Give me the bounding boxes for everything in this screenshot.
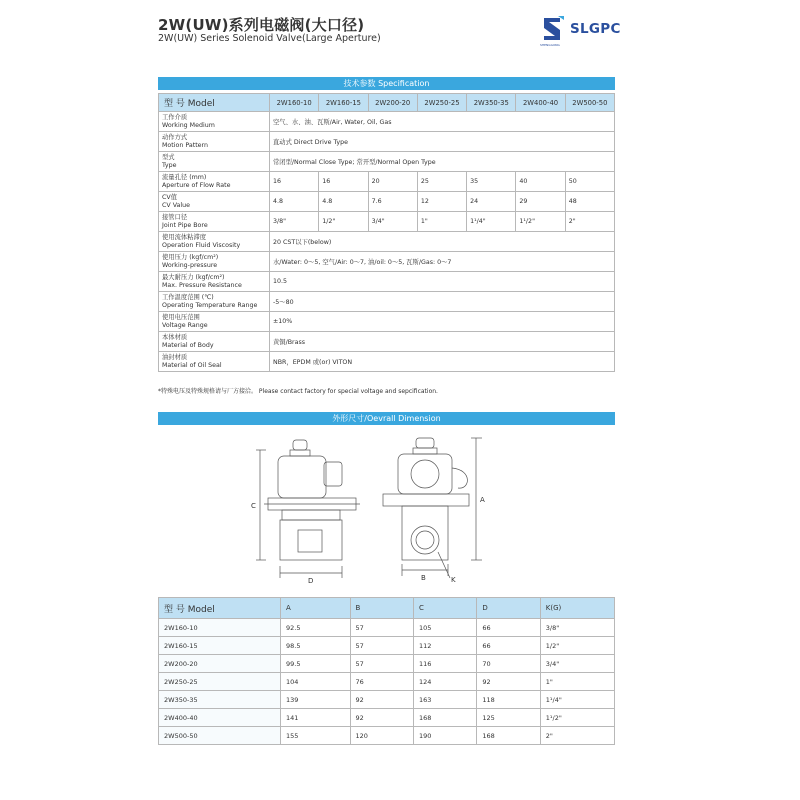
spec-merged-cell: 直动式 Direct Drive Type [270, 132, 615, 152]
dimension-cell: 92 [477, 673, 540, 691]
dimension-cell: 1" [540, 673, 614, 691]
spec-label-cn: 流量孔径 (mm) [162, 174, 207, 182]
model-col-header: 2W400-40 [516, 94, 565, 112]
dimension-row [159, 709, 615, 727]
spec-label-cn: 工作介质 [162, 114, 188, 122]
spec-cell: 1¹/4" [467, 212, 516, 232]
dimension-cell: 155 [281, 727, 351, 745]
dimension-cell: 141 [281, 709, 351, 727]
dim-col-header: A [281, 598, 351, 619]
spec-merged-cell: 20 CST以下(below) [270, 232, 615, 252]
dimension-cell: 57 [350, 655, 413, 673]
spec-merged-cell: 10.5 [270, 272, 615, 292]
spec-row [159, 312, 615, 332]
spec-cell: 1/2" [319, 212, 368, 232]
spec-cell: 1" [417, 212, 466, 232]
dimension-banner: 外形尺寸/Oevrall Dimension [158, 412, 615, 425]
spec-cell: 3/4" [368, 212, 417, 232]
spec-row-label [159, 312, 270, 332]
dimension-cell: 1¹/4" [540, 691, 614, 709]
dimension-header-row [159, 598, 615, 619]
spec-row-label [159, 212, 270, 232]
dimension-cell: 57 [350, 637, 413, 655]
spec-label-en: Joint Pipe Bore [162, 221, 208, 229]
spec-label-en: Working Medium [162, 121, 215, 129]
dimension-label-a: A [480, 496, 485, 504]
spec-row-label [159, 292, 270, 312]
dimension-label-k: K [451, 576, 456, 584]
spec-row-label [159, 272, 270, 292]
spec-row-label [159, 232, 270, 252]
dimension-cell: 190 [413, 727, 476, 745]
spec-merged-cell: ±10% [270, 312, 615, 332]
spec-cell: 12 [417, 192, 466, 212]
spec-cell: 29 [516, 192, 565, 212]
dimension-model-cell: 2W200-20 [159, 655, 281, 673]
dimension-model-cell: 2W160-15 [159, 637, 281, 655]
spec-row-label [159, 332, 270, 352]
spec-label-en: Working-pressure [162, 261, 218, 269]
dimension-cell: 92.5 [281, 619, 351, 637]
spec-cell: 7.6 [368, 192, 417, 212]
logo-text: SLGPC [570, 21, 621, 37]
dimension-cell: 98.5 [281, 637, 351, 655]
page-title-en: 2W(UW) Series Solenoid Valve(Large Aperture) [158, 33, 381, 44]
brand-logo [540, 14, 620, 46]
dimension-cell: 1/2" [540, 637, 614, 655]
spec-cell: 16 [319, 172, 368, 192]
spec-cell: 24 [467, 192, 516, 212]
dim-col-header: C [413, 598, 476, 619]
dimension-cell: 124 [413, 673, 476, 691]
spec-row [159, 232, 615, 252]
spec-row-label [159, 132, 270, 152]
dimension-cell: 139 [281, 691, 351, 709]
dimension-cell: 66 [477, 619, 540, 637]
spec-label-cn: 使用流体粘滞度 [162, 234, 207, 242]
dimension-cell: 105 [413, 619, 476, 637]
spec-merged-cell: 黄铜/Brass [270, 332, 615, 352]
dimension-model-cell: 2W160-10 [159, 619, 281, 637]
spec-merged-cell: -5～80 [270, 292, 615, 312]
spec-model-header: 型 号 Model [159, 94, 270, 112]
dimension-model-cell: 2W400-40 [159, 709, 281, 727]
spec-merged-cell: 空气、水、油、瓦斯/Air, Water, Oil, Gas [270, 112, 615, 132]
spec-cell: 35 [467, 172, 516, 192]
spec-row-label [159, 152, 270, 172]
dimension-cell: 120 [350, 727, 413, 745]
spec-row [159, 112, 615, 132]
spec-row [159, 252, 615, 272]
spec-label-cn: 工作温度范围 (℃) [162, 294, 214, 302]
dimension-cell: 118 [477, 691, 540, 709]
model-col-header: 2W250-25 [417, 94, 466, 112]
spec-label-en: Operation Fluid Viscosity [162, 241, 241, 249]
dimension-cell: 168 [477, 727, 540, 745]
dimension-table [158, 597, 615, 745]
dimension-row [159, 673, 615, 691]
spec-label-cn: CV值 [162, 194, 178, 202]
dimension-cell: 104 [281, 673, 351, 691]
dimension-cell: 112 [413, 637, 476, 655]
coil-cap-shape [293, 440, 307, 450]
dimension-row [159, 637, 615, 655]
dimension-cell: 3/8" [540, 619, 614, 637]
spec-label-cn: 使用电压范围 [162, 314, 200, 322]
spec-label-en: Material of Body [162, 341, 214, 349]
dimension-model-cell: 2W350-35 [159, 691, 281, 709]
spec-cell: 4.8 [319, 192, 368, 212]
model-col-header: 2W350-35 [467, 94, 516, 112]
dimension-label-c: C [251, 502, 256, 510]
spec-label-cn: 使用压力 (kgf/cm²) [162, 254, 219, 262]
spec-label-en: Material of Oil Seal [162, 361, 222, 369]
dimension-cell: 163 [413, 691, 476, 709]
spec-cell: 1¹/2" [516, 212, 565, 232]
dimension-cell: 116 [413, 655, 476, 673]
dimension-cell: 99.5 [281, 655, 351, 673]
spec-footnote: *特殊电压及特殊规格请与厂方接洽。 Please contact factory for special voltage and sepcification. [158, 388, 438, 395]
dimension-cell: 57 [350, 619, 413, 637]
model-col-header: 2W500-50 [565, 94, 614, 112]
spec-row-label [159, 172, 270, 192]
dimension-cell: 3/4" [540, 655, 614, 673]
logo-subtext: SHENGGONG [540, 43, 560, 47]
dimension-model-cell: 2W500-50 [159, 727, 281, 745]
spec-cell: 20 [368, 172, 417, 192]
page-title-cn: 2W(UW)系列电磁阀(大口径) [158, 16, 365, 34]
spec-label-en: Voltage Range [162, 321, 208, 329]
model-col-header: 2W200-20 [368, 94, 417, 112]
dim-col-header: K(G) [540, 598, 614, 619]
spec-cell: 48 [565, 192, 614, 212]
dimension-cell: 66 [477, 637, 540, 655]
dimension-cell: 2" [540, 727, 614, 745]
dimension-row [159, 691, 615, 709]
spec-row [159, 132, 615, 152]
spec-header-row [159, 94, 615, 112]
spec-label-en: Operating Temperature Range [162, 301, 258, 309]
spec-cell: 3/8" [270, 212, 319, 232]
spec-label-en: CV Value [162, 201, 190, 209]
spec-banner: 技术参数 Specification [158, 77, 615, 90]
spec-row-label [159, 192, 270, 212]
slgpc-logo-icon [540, 14, 566, 44]
spec-merged-cell: 常闭型/Normal Close Type; 常开型/Normal Open Type [270, 152, 615, 172]
spec-label-cn: 本体材质 [162, 334, 188, 342]
dimension-label-b: B [421, 574, 426, 582]
spec-merged-cell: 水/Water: 0～5, 空气/Air: 0～7, 油/oil: 0～5, 瓦斯/Gas: 0～7 [270, 252, 615, 272]
spec-label-cn: 动作方式 [162, 134, 188, 142]
dimension-cell: 76 [350, 673, 413, 691]
spec-label-en: Max. Pressure Resistance [162, 281, 242, 289]
spec-cell: 2" [565, 212, 614, 232]
spec-row [159, 292, 615, 312]
dimension-cell: 70 [477, 655, 540, 673]
model-col-header: 2W160-15 [319, 94, 368, 112]
spec-label-en: Motion Pattern [162, 141, 209, 149]
dimension-cell: 1¹/2" [540, 709, 614, 727]
spec-merged-cell: NBR，EPDM 或(or) VITON [270, 352, 615, 372]
dimension-cell: 168 [413, 709, 476, 727]
model-col-header: 2W160-10 [270, 94, 319, 112]
dimension-row [159, 727, 615, 745]
spec-cell: 4.8 [270, 192, 319, 212]
spec-label-cn: 最大耐压力 (kgf/cm²) [162, 274, 225, 282]
spec-cell: 16 [270, 172, 319, 192]
spec-row [159, 172, 615, 192]
spec-cell: 50 [565, 172, 614, 192]
dimension-model-cell: 2W250-25 [159, 673, 281, 691]
spec-label-cn: 型式 [162, 154, 175, 162]
dim-col-header: D [477, 598, 540, 619]
spec-row-label [159, 112, 270, 132]
spec-row [159, 272, 615, 292]
dimension-label-d: D [308, 577, 314, 585]
spec-cell: 25 [417, 172, 466, 192]
dimension-cell: 125 [477, 709, 540, 727]
dimension-row [159, 655, 615, 673]
spec-cell: 40 [516, 172, 565, 192]
dimension-cell: 92 [350, 691, 413, 709]
spec-row [159, 192, 615, 212]
spec-row-label [159, 252, 270, 272]
spec-label-en: Type [162, 161, 177, 169]
dim-col-header: B [350, 598, 413, 619]
coil-body-shape [278, 456, 326, 498]
dimension-row [159, 619, 615, 637]
spec-label-en: Aperture of Flow Rate [162, 181, 231, 189]
spec-table [158, 93, 615, 372]
spec-row [159, 332, 615, 352]
spec-label-cn: 油封材质 [162, 354, 188, 362]
spec-label-cn: 接管口径 [162, 214, 188, 222]
valve-dimension-drawing [158, 430, 615, 590]
spec-row [159, 152, 615, 172]
spec-row [159, 212, 615, 232]
spec-row [159, 352, 615, 372]
dimension-cell: 92 [350, 709, 413, 727]
spec-row-label [159, 352, 270, 372]
dim-col-header: 型 号 Model [159, 598, 281, 619]
